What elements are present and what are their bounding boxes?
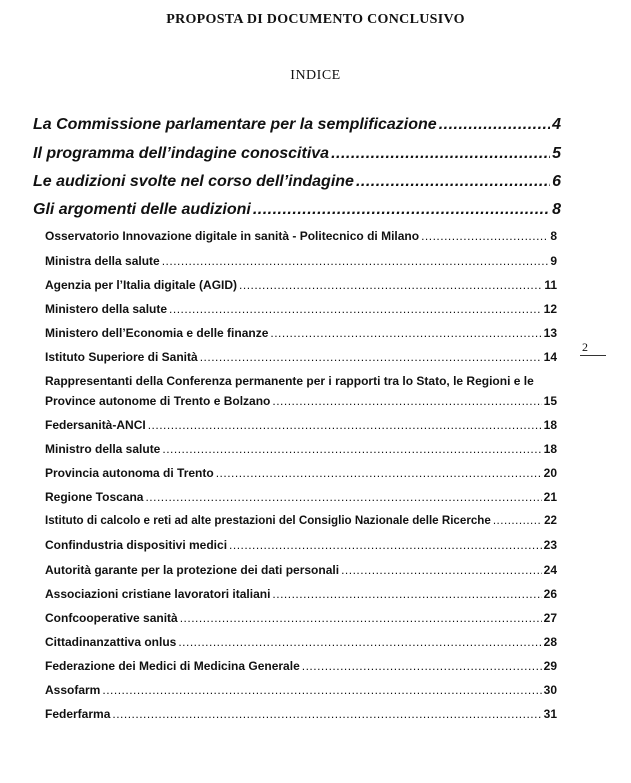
toc-entry-page: 18 — [543, 418, 557, 432]
toc-entry — [45, 659, 557, 673]
toc-entry-label: Province autonome di Trento e Bolzano — [45, 394, 271, 408]
toc-entry-page: 14 — [543, 350, 557, 364]
toc-entry-label: Ministro della salute — [45, 442, 161, 456]
toc-leader-dots — [229, 538, 542, 552]
toc-entry — [45, 587, 557, 601]
toc-entry-label: Istituto Superiore di Sanità — [45, 350, 198, 364]
toc-entry-label: Associazioni cristiane lavoratori italiani — [45, 587, 271, 601]
toc-entry — [45, 563, 557, 577]
toc-entry-page: 18 — [543, 442, 557, 456]
toc-leader-dots — [239, 278, 542, 292]
toc-entry-label: Autorità garante per la protezione dei dati personali — [45, 563, 340, 577]
margin-page-number: 2 — [582, 340, 588, 354]
toc-entry — [45, 394, 557, 408]
toc-entry — [45, 490, 557, 504]
toc-entry-page: 27 — [543, 611, 557, 625]
toc-entry-first-line: Rappresentanti della Conferenza permanente per i rapporti tra lo Stato, le Regioni e le — [45, 374, 534, 388]
toc-entry-label: Agenzia per l’Italia digitale (AGID) — [45, 278, 238, 292]
toc-leader-dots — [169, 302, 542, 316]
toc-entry — [45, 350, 557, 364]
toc-entry — [45, 254, 557, 268]
toc-entry — [45, 707, 557, 721]
toc-entry-page: 12 — [543, 302, 557, 316]
toc-section-page: 6 — [552, 173, 561, 190]
toc-leader-dots — [200, 350, 542, 364]
toc-section-label: Gli argomenti delle audizioni — [33, 201, 251, 218]
toc-leader-dots — [162, 442, 541, 456]
toc-entry-page: 9 — [550, 254, 557, 268]
toc-entry-page: 28 — [543, 635, 557, 649]
toc-entry-page: 21 — [543, 490, 557, 504]
toc-entry — [45, 442, 557, 456]
toc-entry-page: 15 — [543, 394, 557, 408]
toc-entry — [45, 278, 557, 292]
toc-section-label: La Commissione parlamentare per la semplificazione — [33, 116, 437, 133]
toc-leader-dots — [102, 683, 541, 697]
toc-entry-label: Assofarm — [45, 683, 101, 697]
toc-entry-page: 26 — [543, 587, 557, 601]
toc-entry-label: Cittadinanzattiva onlus — [45, 635, 177, 649]
toc-entry-label: Ministra della salute — [45, 254, 160, 268]
toc-leader-dots — [356, 173, 550, 191]
toc-section-page: 4 — [552, 116, 561, 133]
toc-leader-dots — [178, 635, 541, 649]
toc-entry-page: 30 — [543, 683, 557, 697]
toc-entry-page: 11 — [544, 278, 557, 292]
toc-leader-dots — [253, 201, 550, 219]
toc-entry-page: 8 — [550, 229, 557, 243]
toc-entry — [45, 538, 557, 552]
toc-leader-dots — [272, 394, 541, 408]
toc-leader-dots — [421, 229, 548, 243]
toc-entry-page: 22 — [544, 514, 557, 527]
toc-section-page: 8 — [552, 201, 561, 218]
toc-section-label: Le audizioni svolte nel corso dell’indagine — [33, 173, 354, 190]
toc-entry-label: Provincia autonoma di Trento — [45, 466, 214, 480]
toc-entry-label: Federazione dei Medici di Medicina Generale — [45, 659, 300, 673]
toc-entry-page: 24 — [543, 563, 557, 577]
toc-entry-label: Federsanità-ANCI — [45, 418, 146, 432]
toc-entry-label: Federfarma — [45, 707, 111, 721]
toc-leader-dots — [493, 514, 542, 527]
document-title: PROPOSTA DI DOCUMENTO CONCLUSIVO — [166, 12, 465, 27]
toc-entry — [45, 229, 557, 243]
toc-leader-dots — [302, 659, 542, 673]
toc-leader-dots — [148, 418, 542, 432]
toc-entry-label: Ministero dell’Economia e delle finanze — [45, 326, 269, 340]
toc-section — [33, 116, 561, 134]
index-heading: INDICE — [290, 68, 341, 83]
toc-section — [33, 173, 561, 191]
toc-entry — [45, 418, 557, 432]
toc-entry-label: Istituto di calcolo e reti ad alte prestazioni del Consiglio Nazionale delle Ricerche — [45, 514, 491, 527]
toc-entry — [45, 326, 557, 340]
toc-entry-page: 20 — [543, 466, 557, 480]
toc-entry-label: Ministero della salute — [45, 302, 168, 316]
toc-entry-page: 13 — [543, 326, 557, 340]
margin-rule — [580, 355, 606, 356]
toc-entry — [45, 683, 557, 697]
toc-entry-label: Confcooperative sanità — [45, 611, 178, 625]
toc-entry-label: Regione Toscana — [45, 490, 144, 504]
toc-leader-dots — [162, 254, 549, 268]
toc-section — [33, 145, 561, 163]
toc-section-label: Il programma dell’indagine conoscitiva — [33, 145, 330, 162]
toc-leader-dots — [145, 490, 541, 504]
toc-entry — [45, 466, 557, 480]
toc-entry-label: Osservatorio Innovazione digitale in sanità - Politecnico di Milano — [45, 229, 420, 243]
toc-entry-page: 29 — [543, 659, 557, 673]
toc-entry — [45, 635, 557, 649]
toc-entry-page: 23 — [543, 538, 557, 552]
toc-leader-dots — [341, 563, 542, 577]
toc-entry — [45, 302, 557, 316]
toc-entry — [45, 514, 557, 527]
toc-leader-dots — [112, 707, 541, 721]
toc-entry — [45, 611, 557, 625]
toc-entry-page: 31 — [543, 707, 557, 721]
toc-leader-dots — [272, 587, 541, 601]
toc-section — [33, 201, 561, 219]
toc-leader-dots — [270, 326, 541, 340]
toc-section-page: 5 — [552, 145, 561, 162]
toc-leader-dots — [216, 466, 542, 480]
toc-leader-dots — [331, 145, 550, 163]
toc-leader-dots — [180, 611, 542, 625]
toc-leader-dots — [439, 116, 550, 134]
toc-entry-label: Confindustria dispositivi medici — [45, 538, 228, 552]
